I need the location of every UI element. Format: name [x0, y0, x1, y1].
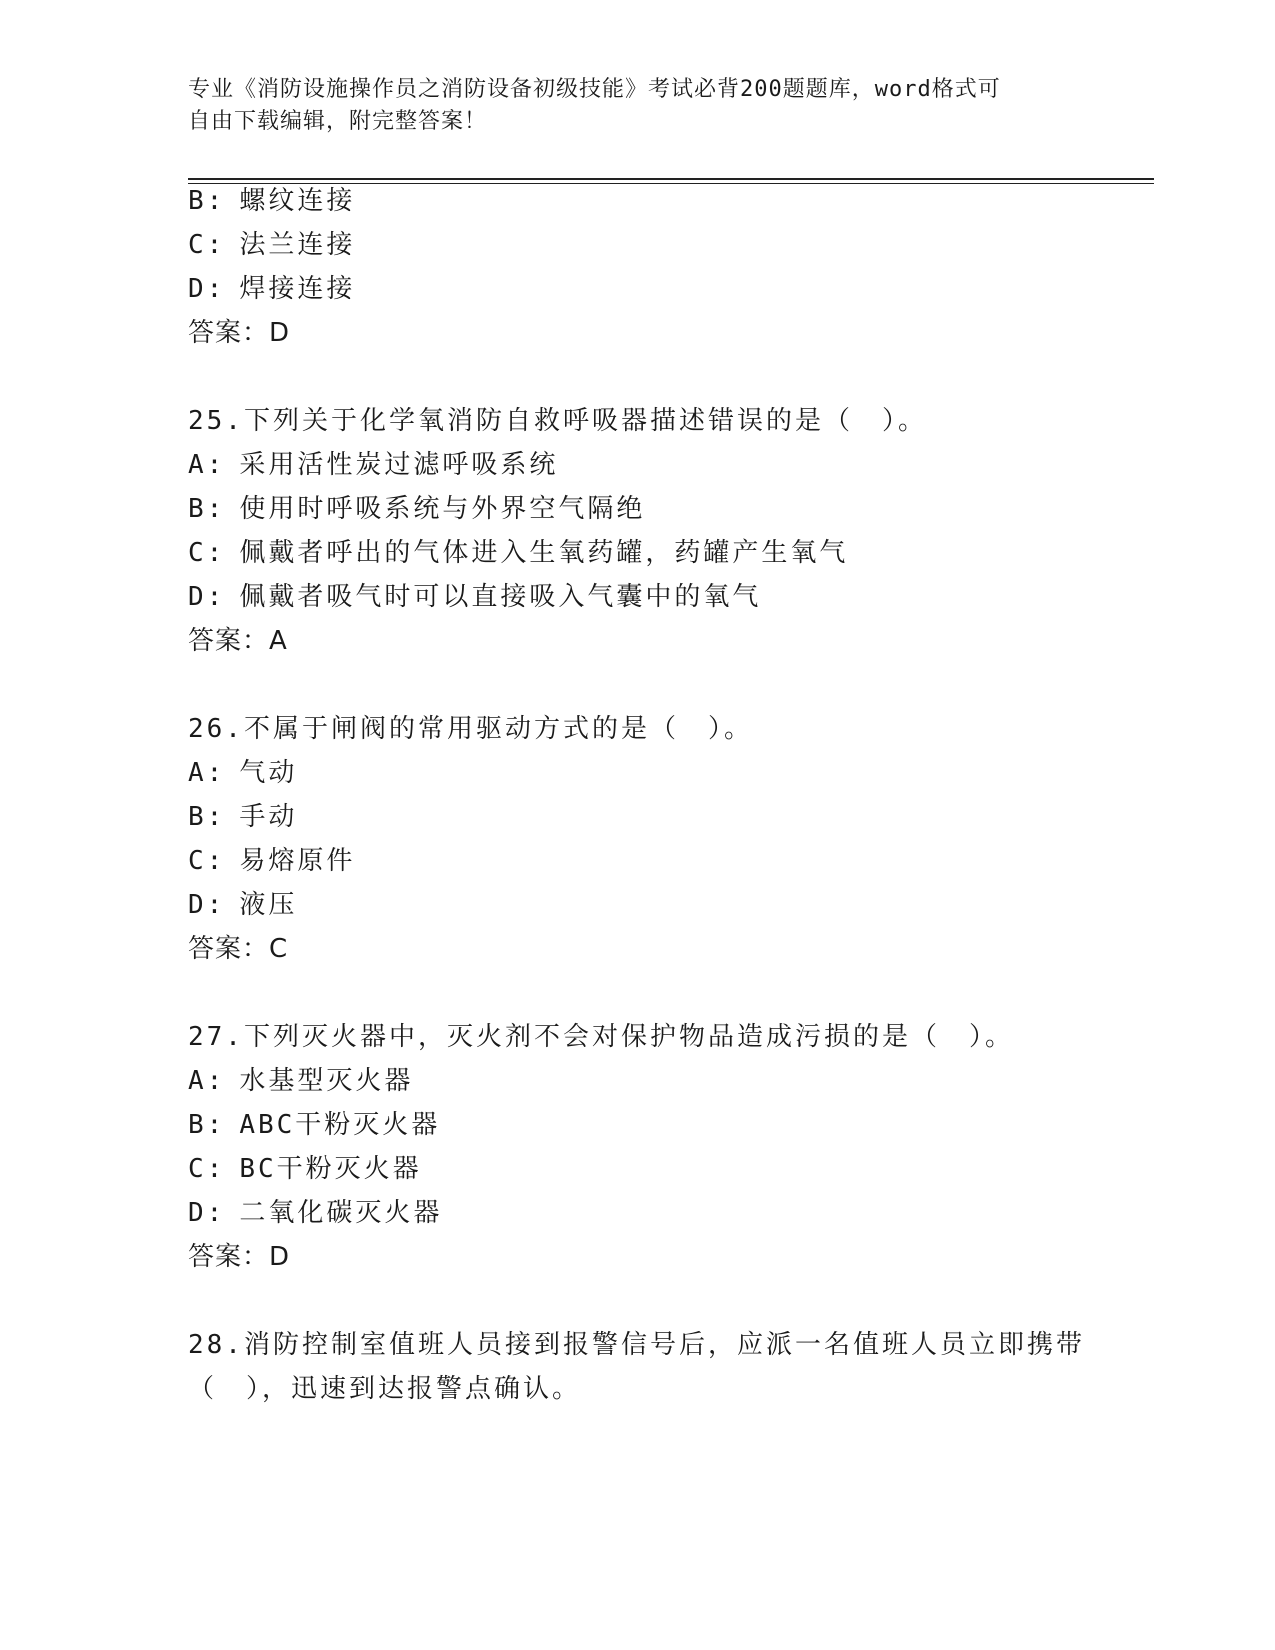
header-line-1: 专业《消防设施操作员之消防设备初级技能》考试必背200题题库，word格式可	[188, 77, 1001, 102]
option-c	[188, 844, 355, 878]
option-letter: A:	[188, 450, 226, 480]
option-text: 手动	[239, 802, 298, 832]
option-text: 法兰连接	[239, 230, 356, 260]
question-stem: 27.下列灭火器中，灭火剂不会对保护物品造成污损的是（ ）。	[188, 1022, 1014, 1052]
option-text: 使用时呼吸系统与外界空气隔绝	[239, 494, 646, 524]
option-d	[188, 272, 355, 306]
question-stem-line-1: 28.消防控制室值班人员接到报警信号后，应派一名值班人员立即携带	[188, 1330, 1085, 1360]
option-text: 佩戴者吸气时可以直接吸入气囊中的氧气	[239, 582, 762, 612]
option-letter: A:	[188, 1066, 226, 1096]
option-letter: B:	[188, 186, 226, 216]
question-stem: 26.不属于闸阀的常用驱动方式的是（ ）。	[188, 714, 753, 744]
option-letter: B:	[188, 802, 226, 832]
option-letter: D:	[188, 890, 226, 920]
question-stem-line-2: （ ），迅速到达报警点确认。	[188, 1374, 582, 1404]
option-text: ABC干粉灭火器	[239, 1110, 441, 1140]
option-b	[188, 184, 355, 218]
option-letter: C:	[188, 846, 226, 876]
option-d	[188, 888, 297, 922]
option-text: 二氧化碳灭火器	[239, 1198, 443, 1228]
option-letter: C:	[188, 1154, 226, 1184]
option-letter: A:	[188, 758, 226, 788]
question-stem: 25.下列关于化学氧消防自救呼吸器描述错误的是（ ）。	[188, 406, 927, 436]
answer-line: 答案：A	[188, 626, 288, 656]
option-letter: C:	[188, 538, 226, 568]
option-letter: D:	[188, 582, 226, 612]
option-text: 易熔原件	[239, 846, 356, 876]
option-c	[188, 228, 355, 262]
option-text: 采用活性炭过滤呼吸系统	[239, 450, 559, 480]
option-d	[188, 580, 761, 614]
answer-line: 答案：D	[188, 318, 291, 348]
option-c	[188, 536, 848, 570]
option-a	[188, 1064, 413, 1098]
option-text: 水基型灭火器	[239, 1066, 414, 1096]
option-letter: D:	[188, 1198, 226, 1228]
answer-line: 答案：D	[188, 1242, 291, 1272]
option-letter: B:	[188, 494, 226, 524]
option-letter: C:	[188, 230, 226, 260]
option-d	[188, 1196, 442, 1230]
option-text: 气动	[239, 758, 298, 788]
option-b	[188, 492, 645, 526]
option-text: 螺纹连接	[239, 186, 356, 216]
option-text: 佩戴者呼出的气体进入生氧药罐，药罐产生氧气	[239, 538, 849, 568]
option-b	[188, 1108, 440, 1142]
option-text: 液压	[239, 890, 298, 920]
header-line-2: 自由下载编辑，附完整答案！	[188, 109, 488, 134]
document-header	[188, 74, 1068, 138]
option-a	[188, 448, 558, 482]
option-a	[188, 756, 297, 790]
option-text: BC干粉灭火器	[239, 1154, 422, 1184]
option-c	[188, 1152, 422, 1186]
option-text: 焊接连接	[239, 274, 356, 304]
answer-line: 答案：C	[188, 934, 289, 964]
option-letter: D:	[188, 274, 226, 304]
option-letter: B:	[188, 1110, 226, 1140]
option-b	[188, 800, 297, 834]
